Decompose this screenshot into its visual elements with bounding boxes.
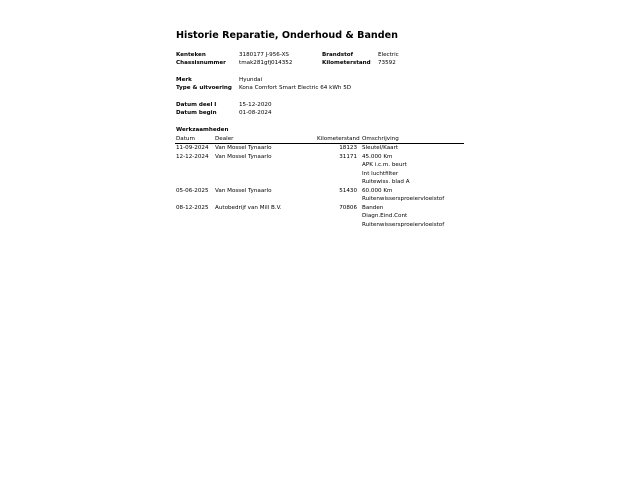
kenteken-value: 3180177 J-956-XS (239, 52, 289, 58)
chassis-label: Chassisnummer (176, 60, 226, 66)
cell-kilometerstand: 70806 (339, 204, 357, 211)
table-row (0, 188, 640, 196)
cell-omschrijving: Ruitenwissersproeiervloeistof (362, 221, 445, 228)
kilometerstand-label: Kilometerstand (322, 60, 371, 66)
column-header-dealer: Dealer (215, 136, 234, 142)
cell-datum: 05-06-2025 (176, 187, 209, 194)
datum-deel-label: Datum deel I (176, 102, 217, 108)
cell-omschrijving: 45.000 Km (362, 153, 393, 160)
table-row (0, 145, 640, 153)
merk-value: Hyundai (239, 77, 263, 83)
cell-omschrijving: Ruitenwissersproeiervloeistof (362, 196, 445, 203)
cell-datum: 08-12-2025 (176, 204, 209, 211)
cell-omschrijving: Sleutel/Kaart (362, 145, 399, 151)
brandstof-value: Electric (378, 52, 399, 58)
page-title: Historie Reparatie, Onderhoud & Banden (176, 30, 398, 41)
table-row (0, 196, 640, 204)
column-header-omschrijving: Omschrijving (362, 136, 399, 142)
cell-dealer: Autobedrijf van Mill B.V. (215, 204, 282, 211)
type-label: Type & uitvoering (176, 85, 232, 91)
datum-deel-value: 15-12-2020 (239, 102, 272, 108)
cell-dealer: Van Mossel Tynaarlo (215, 153, 272, 160)
merk-label: Merk (176, 77, 192, 83)
cell-dealer: Van Mossel Tynaarlo (215, 145, 272, 151)
datum-begin-label: Datum begin (176, 110, 217, 116)
table-row (0, 213, 640, 221)
cell-omschrijving: Int luchtfilter (362, 170, 399, 177)
table-row (0, 154, 640, 162)
cell-kilometerstand: 51430 (339, 187, 357, 194)
kenteken-label: Kenteken (176, 52, 206, 58)
kilometerstand-value: 73592 (378, 60, 396, 66)
table-row (0, 179, 640, 187)
table-row (0, 162, 640, 170)
cell-omschrijving: Diagn.Eind.Cont (362, 213, 408, 220)
datum-begin-value: 01-08-2024 (239, 110, 272, 116)
cell-kilometerstand: 31171 (339, 153, 357, 160)
cell-datum: 11-09-2024 (176, 145, 209, 151)
table-row (0, 205, 640, 213)
chassis-value: tmak281gfj014352 (239, 60, 293, 66)
header-divider (175, 143, 464, 144)
cell-omschrijving: Banden (362, 204, 384, 211)
cell-kilometerstand: 18123 (339, 145, 357, 151)
cell-omschrijving: APK i.c.m. beurt (362, 162, 407, 169)
table-row (0, 171, 640, 179)
table-row (0, 222, 640, 230)
brandstof-label: Brandstof (322, 52, 354, 58)
type-value: Kona Comfort Smart Electric 64 kWh 5D (239, 85, 352, 91)
cell-omschrijving: Ruitewiss. blad A (362, 179, 410, 186)
section-title-werkzaamheden: Werkzaamheden (176, 127, 229, 133)
cell-datum: 12-12-2024 (176, 153, 209, 160)
column-header-datum: Datum (176, 136, 195, 142)
cell-omschrijving: 60.000 Km (362, 187, 393, 194)
column-header-kilometerstand: Kilometerstand (317, 136, 360, 142)
cell-dealer: Van Mossel Tynaarlo (215, 187, 272, 194)
